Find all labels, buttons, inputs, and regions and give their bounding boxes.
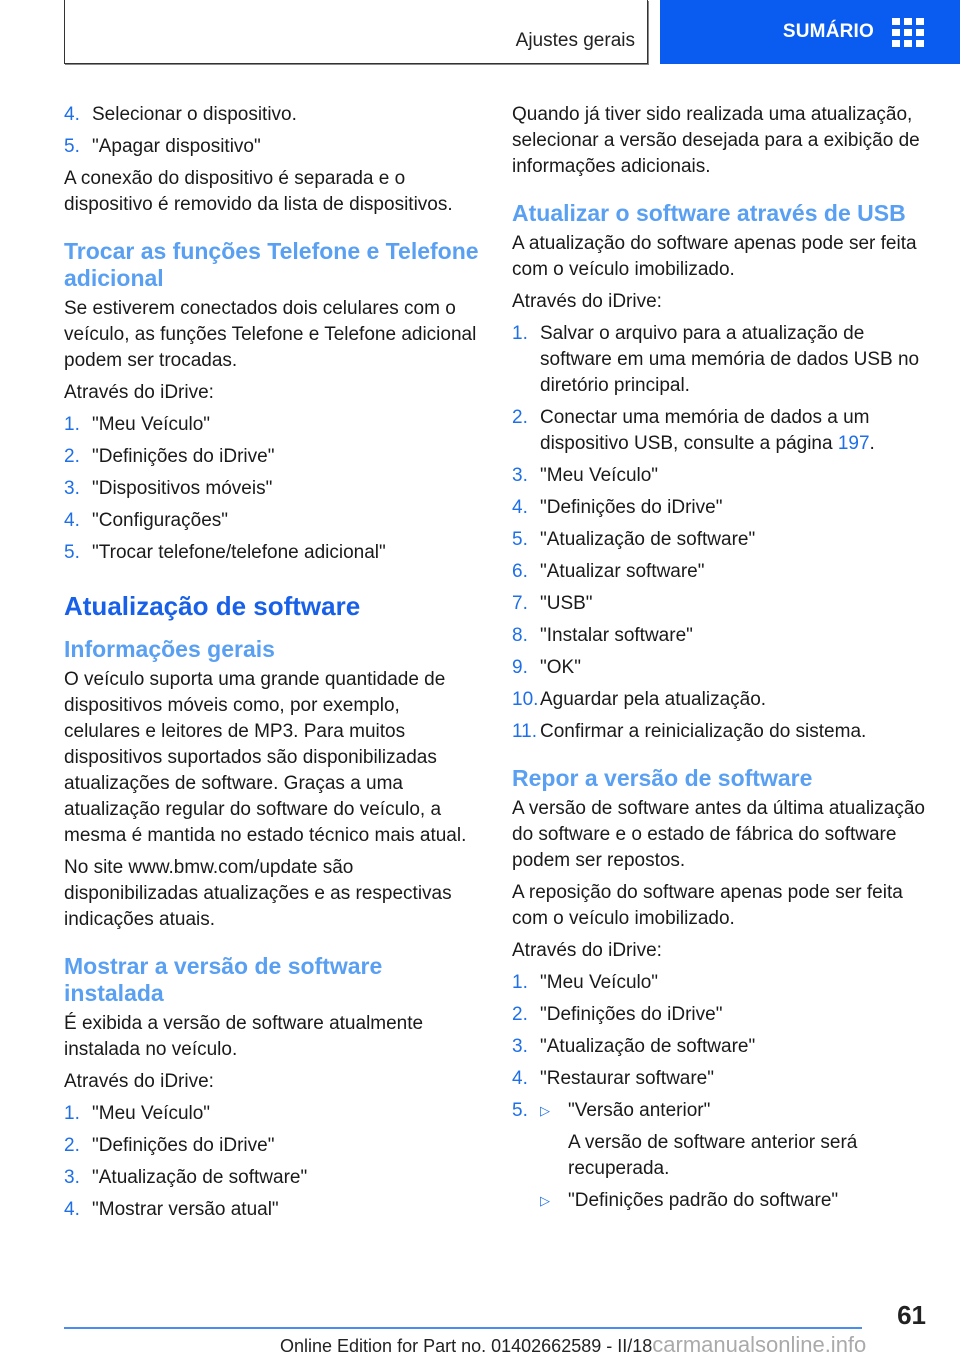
step-number: 4. <box>64 510 80 531</box>
step-text: "Restaurar software" <box>540 1068 714 1089</box>
section-title: Ajustes gerais <box>515 30 635 51</box>
step-number: 1. <box>64 1103 80 1124</box>
list-item <box>64 444 479 470</box>
list-item <box>64 412 479 438</box>
list-item <box>512 495 927 521</box>
toc-button[interactable] <box>660 0 960 64</box>
step-number: 6. <box>512 561 528 582</box>
list-item <box>64 102 479 128</box>
paragraph: Quando já tiver sido realizada uma atualização, selecionar a versão desejada para a exibição de informações adicionais. <box>512 104 920 177</box>
step-text: "Atualizar software" <box>540 561 705 582</box>
step-text: "Apagar dispositivo" <box>92 136 261 157</box>
paragraph: O veículo suporta uma grande quantidade de dispositivos móveis como, por exemplo, celulares e leitores de MP3. Para muitos dispositivos suportados são disponibilizadas atualizações de software. Graças a uma atualização regular do software do veículo, a mesma é mantida no estado técnico mais atual. <box>64 669 467 846</box>
triangle-bullet-icon: ▷ <box>540 1193 550 1208</box>
step-text-part: . <box>869 433 875 454</box>
list-item <box>512 405 927 457</box>
step-number: 1. <box>512 972 528 993</box>
step-text: Confirmar a reinicialização do sistema. <box>540 721 867 742</box>
toc-label: SUMÁRIO <box>782 21 874 42</box>
list-item <box>512 623 927 649</box>
step-text: "Mostrar versão atual" <box>92 1199 279 1220</box>
step-text: "Atualização de software" <box>92 1167 308 1188</box>
step-number: 4. <box>512 497 528 518</box>
heading-general-info: Informações gerais <box>64 636 275 662</box>
list-item <box>512 1098 927 1220</box>
list-item <box>512 1066 927 1092</box>
list-item <box>64 134 479 160</box>
list-item <box>64 1101 479 1127</box>
step-text: Aguardar pela atualização. <box>540 689 767 710</box>
option-text: "Definições padrão do software" <box>568 1190 839 1211</box>
paragraph: Através do iDrive: <box>512 940 662 961</box>
list-item <box>64 508 479 534</box>
list-item <box>512 591 927 617</box>
list-item <box>64 1197 479 1223</box>
step-number: 2. <box>64 1135 80 1156</box>
step-text: "Meu Veículo" <box>92 1103 211 1124</box>
paragraph: Através do iDrive: <box>64 1071 214 1092</box>
list-item <box>512 1034 927 1060</box>
paragraph: Através do iDrive: <box>64 382 214 403</box>
list-item <box>512 559 927 585</box>
step-number: 4. <box>64 1199 80 1220</box>
list-item <box>512 463 927 489</box>
heading-software-update: Atualização de software <box>64 591 361 621</box>
step-text: "Definições do iDrive" <box>92 1135 275 1156</box>
step-number: 10. <box>512 689 539 710</box>
option-item <box>540 1098 927 1124</box>
list-item <box>64 1165 479 1191</box>
left-column <box>64 102 479 1229</box>
footer-edition <box>280 1332 866 1358</box>
step-number: 2. <box>512 1004 528 1025</box>
step-text: "Atualização de software" <box>540 529 756 550</box>
page-link[interactable]: 197 <box>837 433 870 454</box>
step-text: "Configurações" <box>92 510 229 531</box>
header-section-box <box>64 0 648 64</box>
step-number: 3. <box>64 1167 80 1188</box>
list-item <box>512 655 927 681</box>
paragraph: No site www.bmw.com/update são disponibilizadas atualizações e as respectivas indicações atuais. <box>64 857 452 930</box>
step-text: "Dispositivos móveis" <box>92 478 273 499</box>
paragraph: A reposição do software apenas pode ser feita com o veículo imobilizado. <box>512 882 903 929</box>
step-text-part: Conectar uma memória de dados a um dispositivo USB, consulte a página <box>540 407 870 454</box>
list-item <box>64 476 479 502</box>
step-text: "Definições do iDrive" <box>540 1004 723 1025</box>
list-item <box>512 527 927 553</box>
list-item <box>64 1133 479 1159</box>
step-number: 1. <box>64 414 80 435</box>
option-item <box>540 1188 927 1214</box>
step-number: 3. <box>512 465 528 486</box>
paragraph: Através do iDrive: <box>512 291 662 312</box>
step-text: "Meu Veículo" <box>540 972 659 993</box>
heading-show-version: Mostrar a versão de software instalada <box>64 953 383 1006</box>
step-text: "Definições do iDrive" <box>92 446 275 467</box>
option-group <box>540 1098 927 1220</box>
list-item <box>512 321 927 399</box>
footer-divider <box>64 1327 862 1329</box>
step-number: 2. <box>64 446 80 467</box>
heading-usb-update: Atualizar o software através de USB <box>512 200 906 226</box>
step-number: 5. <box>512 529 528 550</box>
step-number: 5. <box>512 1100 528 1121</box>
step-text: "Atualização de software" <box>540 1036 756 1057</box>
step-number: 8. <box>512 625 528 646</box>
list-item <box>512 970 927 996</box>
paragraph: A versão de software antes da última atualização do software e o estado de fábrica do software podem ser repostos. <box>512 798 925 871</box>
step-text: Salvar o arquivo para a atualização de software em uma memória de dados USB no diretório principal. <box>540 323 920 396</box>
triangle-bullet-icon: ▷ <box>540 1103 550 1118</box>
step-number: 9. <box>512 657 528 678</box>
list-item <box>64 540 479 566</box>
step-number: 3. <box>64 478 80 499</box>
step-text: "Meu Veículo" <box>92 414 211 435</box>
grid-icon <box>892 18 924 47</box>
step-text: "OK" <box>540 657 581 678</box>
step-text <box>540 405 927 457</box>
step-number: 5. <box>64 136 80 157</box>
step-text: "Instalar software" <box>540 625 693 646</box>
heading-restore-version: Repor a versão de software <box>512 765 813 791</box>
step-text: Selecionar o dispositivo. <box>92 104 297 125</box>
paragraph: É exibida a versão de software atualmente instalada no veículo. <box>64 1013 424 1060</box>
list-item <box>512 719 927 745</box>
step-text: "Meu Veículo" <box>540 465 659 486</box>
list-item <box>512 687 927 713</box>
step-number: 2. <box>512 407 528 428</box>
step-number: 7. <box>512 593 528 614</box>
watermark: carmanualsonline.info <box>652 1332 867 1357</box>
step-number: 4. <box>512 1068 528 1089</box>
step-number: 4. <box>64 104 80 125</box>
step-number: 5. <box>64 542 80 563</box>
option-text: "Versão anterior" <box>568 1100 711 1121</box>
step-number: 11. <box>512 721 538 742</box>
step-text: "Definições do iDrive" <box>540 497 723 518</box>
heading-swap-phones: Trocar as funções Telefone e Telefone adicional <box>64 238 479 291</box>
step-text: "USB" <box>540 593 593 614</box>
step-number: 3. <box>512 1036 528 1057</box>
paragraph: A conexão do dispositivo é separada e o dispositivo é removido da lista de dispositivos. <box>64 168 453 215</box>
page-number: 61 <box>897 1300 926 1330</box>
list-item <box>512 1002 927 1028</box>
right-column <box>512 102 927 1226</box>
paragraph: A atualização do software apenas pode ser feita com o veículo imobilizado. <box>512 233 917 280</box>
step-number: 1. <box>512 323 528 344</box>
step-text: "Trocar telefone/telefone adicional" <box>92 542 386 563</box>
edition-text: Online Edition for Part no. 01402662589 - II/18 <box>280 1336 653 1356</box>
option-description: A versão de software anterior será recuperada. <box>568 1132 858 1179</box>
paragraph: Se estiverem conectados dois celulares com o veículo, as funções Telefone e Telefone adicional podem ser trocadas. <box>64 298 477 371</box>
